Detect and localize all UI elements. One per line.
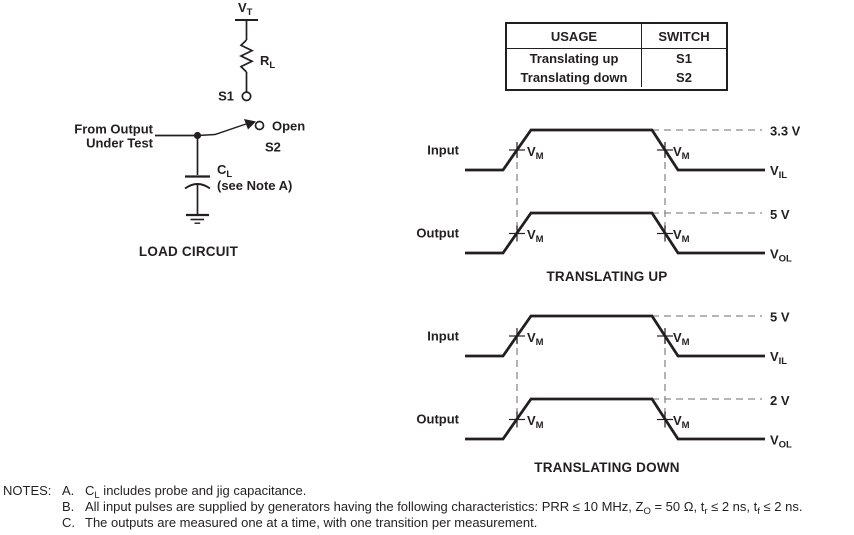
translating-up-caption: TRANSLATING UP (546, 269, 668, 284)
input-low-level-label: $V_{IL}$ (770, 349, 788, 367)
ground-icon (186, 215, 209, 223)
table-row (507, 68, 726, 87)
open-label: Open (272, 118, 306, 134)
table-row (507, 49, 726, 68)
switch-header-cell: SWITCH (658, 28, 710, 44)
note-letter: C. (62, 515, 75, 530)
note-letter: A. (62, 483, 75, 498)
note-b (3, 499, 802, 515)
note-text: All input pulses are supplied by generators having the following characteristics: PRR ≤ 10 MHz, $Z_O = 50$ Ω, $t_r \le 2$ ns, $t_f \le 2$ ns. (85, 499, 803, 517)
vm-label: $V_M$ (527, 144, 544, 162)
waveform-translating-down (415, 304, 854, 490)
cl-label: $C_L$ (217, 162, 233, 180)
load-circuit-schematic (60, 0, 340, 262)
s1-label: S1 (218, 88, 234, 104)
input-low-level-label: $V_{IL}$ (770, 163, 788, 181)
switch-arm (198, 124, 247, 136)
s1-terminal-icon (242, 92, 250, 100)
output-high-level-label: 2 V (770, 393, 790, 408)
vt-label: $V_T$ (238, 0, 253, 18)
switch-cell: S1 (676, 51, 692, 66)
output-low-level-label: $V_{OL}$ (770, 246, 792, 265)
output-label: Output (416, 411, 459, 427)
from-output-label-line1: From Output (74, 121, 153, 137)
input-high-level-label: 3.3 V (770, 123, 801, 139)
notes-block (3, 483, 802, 531)
output-low-level-label: $V_{OL}$ (770, 432, 792, 451)
note-text: The outputs are measured one at a time, with one transition per measurement. (85, 515, 538, 530)
rl-label: $R_L$ (260, 53, 276, 71)
vm-label: $V_M$ (527, 330, 544, 348)
output-high-level-label: 5 V (770, 207, 790, 222)
usage-cell: Translating up (507, 49, 642, 68)
table-header-row (507, 24, 726, 49)
load-circuit-caption: LOAD CIRCUIT (138, 244, 239, 259)
vm-label: $V_M$ (673, 413, 690, 431)
from-output-label-line2: Under Test (86, 135, 153, 151)
vm-label: $V_M$ (673, 330, 690, 348)
input-label: Input (427, 142, 459, 158)
input-label: Input (427, 328, 459, 344)
input-high-level-label: 5 V (770, 309, 790, 325)
usage-header-cell: USAGE (507, 24, 642, 48)
note-letter: B. (62, 499, 75, 514)
s2-label: S2 (265, 139, 281, 155)
switch-cell: S2 (676, 70, 692, 85)
s2-terminal-icon (256, 122, 264, 130)
vm-label: $V_M$ (527, 227, 544, 245)
vm-label: $V_M$ (527, 413, 544, 431)
note-a (3, 483, 802, 499)
translating-down-caption: TRANSLATING DOWN (534, 460, 680, 475)
note-text: $C_L$ includes probe and jig capacitance. (85, 483, 307, 501)
waveform-translating-up (415, 118, 854, 304)
resistor-icon (241, 40, 252, 72)
usage-cell: Translating down (507, 68, 642, 87)
note-c (3, 515, 802, 531)
usage-switch-table (505, 22, 728, 91)
output-label: Output (416, 225, 459, 241)
notes-heading: NOTES: (3, 483, 52, 498)
cl-note-label: (see Note A) (217, 178, 293, 193)
vm-label: $V_M$ (673, 227, 690, 245)
vm-label: $V_M$ (673, 144, 690, 162)
